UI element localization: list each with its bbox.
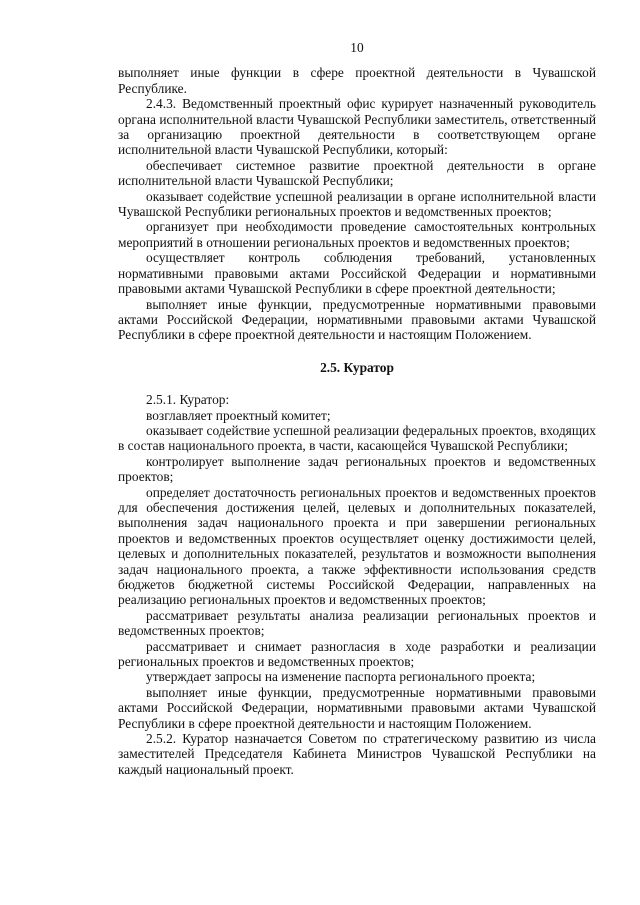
paragraph: оказывает содействие успешной реализации в органе исполнительной власти Чувашской Республики региональных проектов и ведомственных проектов; — [118, 188, 596, 220]
paragraph: организует при необходимости проведение самостоятельных контрольных мероприятий в отношении региональных проектов и ведомственных проектов; — [118, 219, 596, 250]
paragraph: 2.5.1. Куратор: — [146, 392, 230, 408]
paragraph: контролирует выполнение задач региональных проектов и ведомственных проектов; — [118, 453, 596, 485]
section-title: 2.5. Куратор — [320, 359, 394, 375]
paragraph: оказывает содействие успешной реализации федеральных проектов, входящих в состав национального проекта, в части, касающейся Чувашской Республики; — [118, 422, 596, 454]
paragraph: выполняет иные функции в сфере проектной деятельности в Чувашской Республике. — [118, 65, 596, 96]
paragraph: 2.5.2. Куратор назначается Советом по стратегическому развитию из числа заместителей Председателя Кабинета Министров Чувашской Республики на каждый национальный проект. — [118, 731, 596, 777]
paragraph: осуществляет контроль соблюдения требований, установленных нормативными правовыми актами Российской Федерации и нормативными правовыми актами Чувашской Республики в сфере проектной деятельности; — [118, 250, 596, 297]
paragraph: выполняет иные функции, предусмотренные нормативными правовыми актами Российской Федерации, нормативными правовыми актами Чувашской Республики в сфере проектной деятельности и настоящим Положением. — [118, 684, 596, 731]
paragraph: рассматривает и снимает разногласия в ходе разработки и реализации региональных проектов и ведомственных проектов; — [118, 638, 596, 670]
paragraph: выполняет иные функции, предусмотренные нормативными правовыми актами Российской Федерации, нормативными правовыми актами Чувашской Республики в сфере проектной деятельности и настоящим Положением. — [118, 296, 596, 343]
paragraph: 2.4.3. Ведомственный проектный офис курирует назначенный руководитель органа исполнительной власти Чувашской Республики заместитель, ответственный за организацию проектной деятельности в соответствующем органе исполнительной власти Чувашской Республики, который: — [118, 96, 596, 158]
paragraph: рассматривает результаты анализа реализации региональных проектов и ведомственных проектов; — [118, 607, 596, 639]
paragraph: определяет достаточность региональных проектов и ведомственных проектов для обеспечения достижения целей, целевых и дополнительных показателей, выполнения задач национального проекта и при завершении региональных проектов и ведомственных проектов осуществляет оценку достижимости целей, целевых и дополнительных показателей, результатов и возможности выполнения задач национального проекта, а также эффективности использования средств бюджетов бюджетной системы Российской Федерации, направленных на реализацию региональных проектов и ведомственных проектов; — [118, 484, 596, 608]
document-page — [118, 40, 596, 777]
paragraph: обеспечивает системное развитие проектной деятельности в органе исполнительной власти Чувашской Республики; — [118, 157, 596, 189]
page-number: 10 — [350, 40, 364, 55]
paragraph: возглавляет проектный комитет; — [146, 407, 331, 423]
paragraph: утверждает запросы на изменение паспорта регионального проекта; — [146, 669, 536, 685]
